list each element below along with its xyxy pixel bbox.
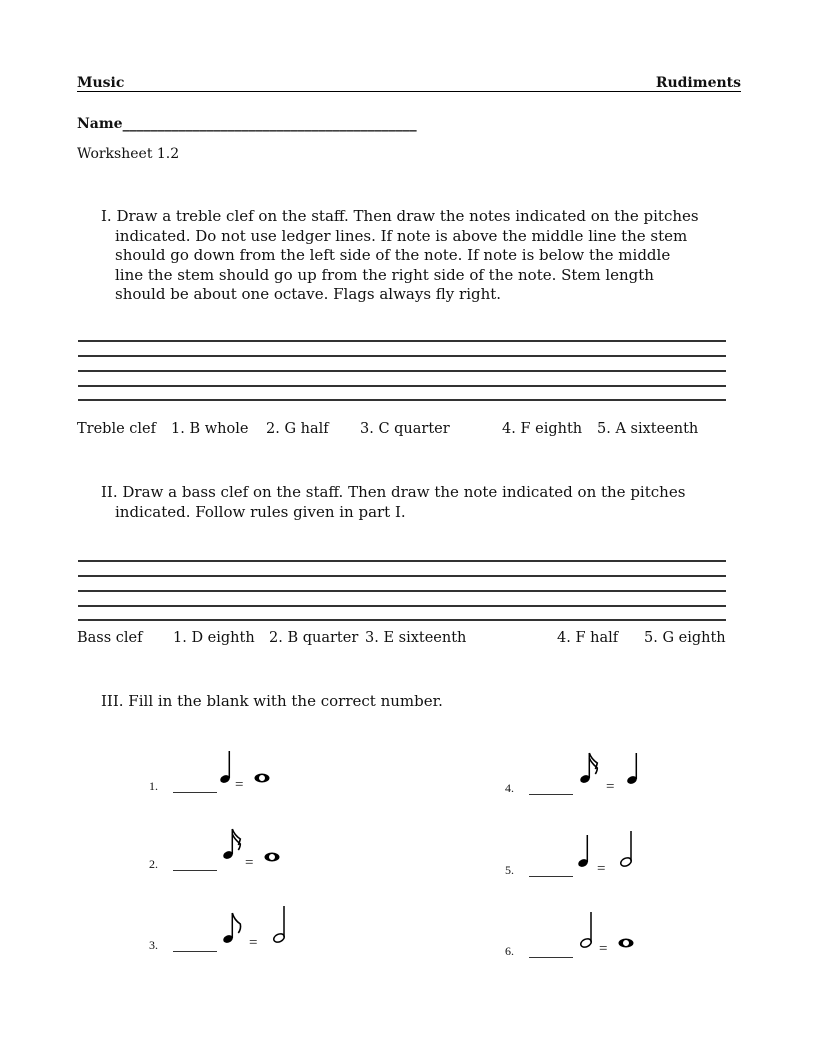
- section1-instructions: [101, 207, 761, 305]
- whole-note-icon: [253, 772, 271, 784]
- sixteenth-note-icon: [578, 752, 602, 786]
- eighth-note-icon: [221, 912, 245, 946]
- label: Treble clef: [77, 421, 156, 437]
- section3-title: III. Fill in the blank with the correct number.: [101, 692, 443, 710]
- q4-number: 4.: [505, 781, 514, 795]
- section2-instructions: [101, 483, 761, 522]
- section2-line: indicated. Follow rules given in part I.: [115, 502, 406, 521]
- label: 5. A sixteenth: [597, 421, 699, 437]
- q3-blank[interactable]: [173, 941, 217, 952]
- equals-sign: =: [249, 935, 258, 951]
- section1-line: line the stem should go up from the right side of the note. Stem length: [115, 265, 654, 284]
- section2-line: II. Draw a bass clef on the staff. Then draw the note indicated on the pitches: [101, 483, 686, 501]
- quarter-note-icon: [625, 752, 641, 788]
- header-right: Rudiments: [655, 75, 741, 91]
- half-note-icon: [619, 830, 637, 870]
- equals-sign: =: [606, 779, 615, 795]
- sixteenth-note-icon: [221, 828, 245, 862]
- half-note-icon: [272, 905, 290, 945]
- whole-note-icon: [263, 851, 281, 863]
- name-blank[interactable]: __________________________________________: [122, 116, 417, 132]
- equals-sign: =: [245, 855, 254, 871]
- label: 5. G eighth: [644, 630, 726, 646]
- whole-note-icon: [617, 937, 635, 949]
- header-left: Music: [77, 75, 125, 91]
- label: 1. B whole: [171, 421, 249, 437]
- q5-blank[interactable]: [529, 866, 573, 877]
- bass-staff[interactable]: [78, 560, 726, 620]
- section1-line: indicated. Do not use ledger lines. If note is above the middle line the stem: [115, 226, 688, 245]
- q1-blank[interactable]: [173, 782, 217, 793]
- label: 2. G half: [266, 421, 329, 437]
- label: 3. C quarter: [360, 421, 450, 437]
- treble-labels: [0, 421, 817, 441]
- bass-labels: [0, 630, 817, 650]
- equals-sign: =: [235, 777, 244, 793]
- q1-number: 1.: [149, 779, 158, 793]
- section1-line: should be about one octave. Flags always fly right.: [115, 285, 502, 303]
- treble-staff[interactable]: [78, 340, 726, 400]
- label: 2. B quarter: [269, 630, 359, 646]
- label: 4. F eighth: [502, 421, 583, 437]
- equals-sign: =: [597, 861, 606, 877]
- label: 1. D eighth: [173, 630, 255, 646]
- worksheet-title: Worksheet 1.2: [77, 146, 180, 162]
- equals-sign: =: [599, 941, 608, 957]
- name-field[interactable]: [77, 116, 417, 132]
- label: 4. F half: [557, 630, 619, 646]
- half-note-icon: [579, 911, 597, 951]
- page-header: [77, 75, 741, 92]
- section1-line: I. Draw a treble clef on the staff. Then draw the notes indicated on the pitches: [101, 207, 699, 225]
- q2-number: 2.: [149, 857, 158, 871]
- label: Bass clef: [77, 630, 143, 646]
- q5-number: 5.: [505, 863, 514, 877]
- q4-blank[interactable]: [529, 784, 573, 795]
- quarter-note-icon: [576, 834, 592, 870]
- q6-number: 6.: [505, 944, 514, 958]
- label: 3. E sixteenth: [365, 630, 467, 646]
- q2-blank[interactable]: [173, 860, 217, 871]
- q3-number: 3.: [149, 938, 158, 952]
- section1-line: should go down from the left side of the note. If note is below the middle: [115, 246, 671, 264]
- q6-blank[interactable]: [529, 947, 573, 958]
- name-label: Name: [77, 116, 123, 132]
